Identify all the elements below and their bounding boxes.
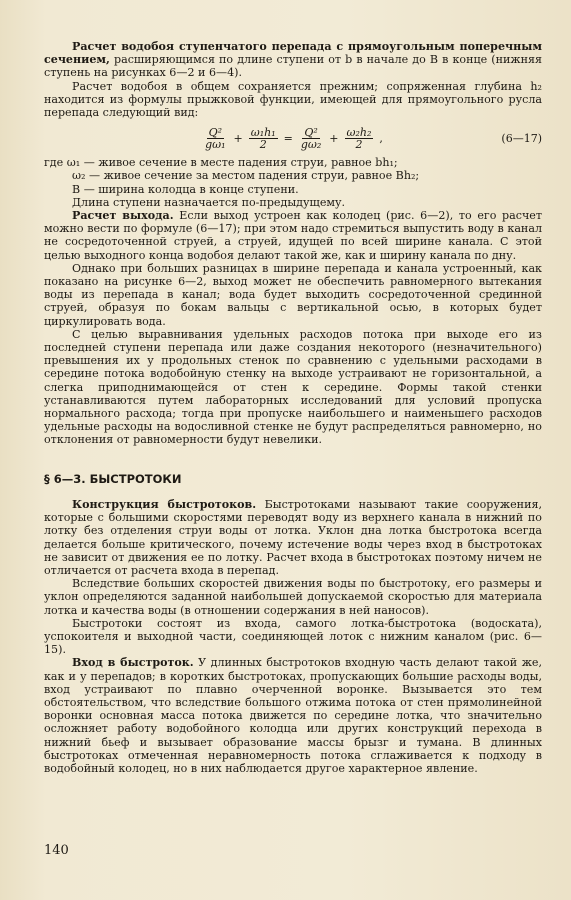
section-heading: § 6—3. БЫСТРОТОКИ xyxy=(44,471,182,486)
definition-line xyxy=(44,169,542,182)
paragraph-text: Вследствие больших скоростей движения воды по быстротоку, его размеры и уклон определяются заданной наибольшей допускаемой скоростью для материала лотка и качества воды (в отношении содержания в ней наносов). xyxy=(44,577,542,617)
definition-symbol: B xyxy=(72,182,81,196)
paragraph-text: Однако при больших разницах в ширине перепада и канала устроенный, как показано на рисунке 6—2, выход может не обеспечить равномерного вытекания воды из перепада в канал; вода будет выходить сосредоточенной срединной струей, образуя по бокам вальцы с вертикальной осью, в которых будет циркулировать вода. xyxy=(44,261,542,328)
paragraph-lead: Конструкция быстротоков. xyxy=(72,497,257,511)
numerator: Q² xyxy=(304,125,318,139)
paragraph-text: Быстротоками называют такие сооружения, которые с большими скоростями переводят воду из верхнего канала в нижний по лотку без отделения струи воды от лотка. Уклон дна лотка быстротока всегда делается больше критического, почему истечение воды через вход в быстротоках не зависит от движения ее по лотку. Расчет входа в быстротоках поэтому ничем не отличается от расчета входа в перепад. xyxy=(44,497,542,577)
definition-text: — живое сечение в месте падения струи, равное bh₁; xyxy=(83,156,398,170)
paragraph-text: Длина ступени назначается по-предыдущему. xyxy=(72,195,346,209)
fraction xyxy=(249,127,278,150)
paragraph xyxy=(44,656,542,775)
numerator: ω₁h₁ xyxy=(250,125,276,139)
paragraph-text: Если выход устроен как колодец (рис. 6—2), то его расчет можно вести по формуле (6—17); при этом надо стремиться выпустить воду в канал не сосредоточенной струей, а струей, идущей по всей ширине канала. С этой целью выходного конца водобоя делают такой же, как и ширину канала по дну. xyxy=(44,209,542,262)
paragraph-text: Быстротоки состоят из входа, самого лотка-быстротока (водоската), успокоителя и выходной части, соединяющей лоток с нижним каналом (рис. 6—15). xyxy=(44,616,542,657)
text-column xyxy=(44,40,542,775)
definition-line xyxy=(44,156,542,169)
paragraph: Расчет водобоя в общем сохраняется прежним; сопряженная глубина h₂ находится из формулы прыжковой функции, имеющей для прямоугольного русла перепада следующий вид: xyxy=(44,79,542,120)
denominator: gω₂ xyxy=(300,137,322,151)
plus-sign: + xyxy=(329,131,339,145)
intro-paragraph xyxy=(44,40,542,80)
definition-text: — живое сечение за местом падения струи, равное Bh₂; xyxy=(89,169,420,183)
denominator: gω₁ xyxy=(205,137,226,151)
paragraph xyxy=(44,498,542,577)
paragraph xyxy=(44,196,542,209)
paragraph xyxy=(44,328,542,447)
formula-6-17 xyxy=(44,121,542,155)
paragraph xyxy=(44,577,542,617)
equation-number: (6—17) xyxy=(501,131,542,145)
paragraph-text: У длинных быстротоков входную часть делают такой же, как и у перепадов; в коротких быстротоках, пропускающих большие расходы воды, вход устраивают по плавно очерченной воронке. Вызывается это тем обстоятельством, что вследствие большого отжима потока от стен прямолинейной воронки основная масса потока движется по середине лотка, что значительно осложняет работу водобойного колодца или других конструкций перехода в нижний бьеф и вызывает образование массы брызг и тумана. В длинных быстротоках отмеченная неравномерность потока сглаживается к подходу в водобойный колодец, но в них наблюдается другое характерное явление. xyxy=(44,656,543,775)
definition-text: — ширина колодца в конце ступени. xyxy=(83,182,299,196)
paragraph xyxy=(44,262,542,328)
intro-lead: Расчет водобоя ступенчатого перепада с прямоугольным поперечным сечением, xyxy=(44,40,542,67)
fraction xyxy=(299,127,323,150)
definition-symbol: ω₂ xyxy=(72,169,86,183)
paragraph xyxy=(44,617,542,657)
fraction xyxy=(345,127,374,150)
fraction xyxy=(203,127,227,150)
paragraph-lead: Расчет выхода. xyxy=(72,209,174,223)
page-number: 140 xyxy=(44,843,69,858)
paragraph xyxy=(44,209,542,262)
numerator: Q² xyxy=(208,125,223,139)
paragraph-text: С целью выравнивания удельных расходов потока при выходе его из последней ступени перепада или даже создания некоторого (незначительного) превышения их у продольных стенок по сравнению с удельными расходами в середине потока водобойную стенку на выходе устраивают не горизонтальной, а слегка приподнимающейся от стен к середине. Формы такой стенки устанавливаются путем лабораторных исследований для условий пропуска нормального расхода; тогда при пропуске наибольшего и наименьшего расходов удельные расходы на водосливной стенке не будут распределяться равномерно, но отклонения от равномерности будут невелики. xyxy=(44,327,542,447)
plus-sign: + xyxy=(233,131,243,145)
paragraph-lead: Вход в быстроток. xyxy=(72,656,194,670)
intro-text: расширяющимся по длине ступени от b в начале до B в конце (нижняя ступень на рисунках 6—2 и 6—4). xyxy=(44,53,542,80)
equals-sign: = xyxy=(283,131,293,145)
definition-symbol: где ω₁ xyxy=(44,156,81,170)
denominator: 2 xyxy=(355,137,363,151)
denominator: 2 xyxy=(259,137,267,151)
definition-line xyxy=(44,183,542,196)
comma: , xyxy=(379,131,383,145)
numerator: ω₂h₂ xyxy=(346,125,372,139)
